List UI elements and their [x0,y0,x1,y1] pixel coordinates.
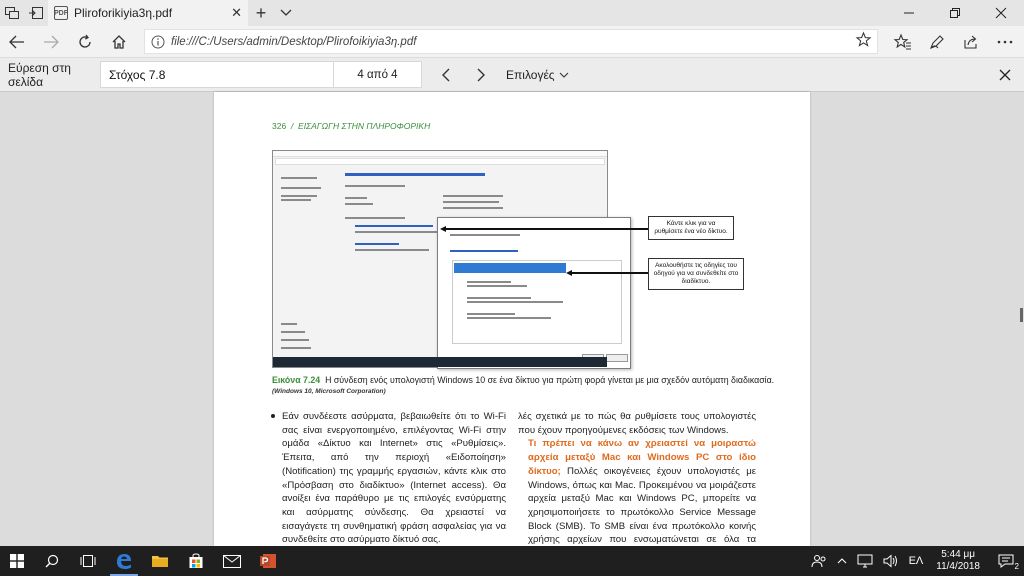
right-column [518,410,756,561]
find-options-label: Επιλογές [506,67,555,82]
figure-titlebar [273,151,607,157]
action-center-button[interactable] [988,546,1024,576]
figure-heading-line [450,250,518,252]
home-icon [111,34,127,50]
figure-link-line [355,225,433,227]
callout-arrow-head [440,226,446,232]
system-tray [806,546,1024,576]
restore-button[interactable] [932,0,978,26]
favorites-hub-button[interactable] [886,26,920,57]
arrow-right-icon [43,35,59,49]
taskbar-store[interactable] [178,546,214,576]
store-icon [188,553,204,569]
figure-text-line [467,313,515,315]
pdf-icon: PDF [54,6,68,20]
figure-caption-text: Η σύνδεση ενός υπολογιστή Windows 10 σε ένα δίκτυο για πρώτη φορά γίνεται με μια σχεδόν αυτόματη διαδικασία. [325,375,775,385]
find-label: Εύρεση στη σελίδα [8,60,71,89]
restore-icon [950,8,960,18]
back-button[interactable] [0,26,34,57]
set-aside-tabs-button[interactable] [24,0,48,26]
notification-icon [998,554,1014,568]
figure-text-line [443,195,503,197]
figure-text-line [281,331,305,333]
tab-title: Pliroforikiyia3η.pdf [74,6,173,20]
figure-text-line [443,201,499,203]
refresh-icon [77,34,93,50]
show-hidden-icons-button[interactable] [832,546,852,576]
page-header [272,121,430,131]
figure-text-line [467,317,551,319]
pen-icon [929,34,945,50]
home-button[interactable] [102,26,136,57]
figure-text-line [345,203,373,205]
figure-text-line [345,185,405,187]
right-column-paragraph: λές σχετικά με το πώς θα ρυθμίσετε τους υπολογιστές που έχουν προηγούμενες εκδόσεις των Windows. [518,411,756,436]
forward-button[interactable] [34,26,68,57]
network-icon [857,554,873,568]
close-tab-icon[interactable]: ✕ [231,5,242,20]
find-options-button[interactable] [506,68,569,82]
chevron-left-icon [441,68,450,82]
star-icon [856,32,871,47]
right-column-section [518,437,756,560]
search-icon [45,554,59,568]
scrollbar-thumb[interactable] [1020,308,1023,322]
chevron-up-icon [837,558,847,564]
folder-icon [151,554,169,568]
edge-icon [115,552,133,570]
left-column-text: Εάν συνδέεστε ασύρματα, βεβαιωθείτε ότι το Wi-Fi σας είναι ενεργοποιημένο, επιλέγοντας Wi-Fi στην ομάδα «Δίκτυο και Internet» στις «Ρυθμίσεις». Έπειτα, από την περιοχή «Ειδοποίηση» (Notification) της γραμμής εργασιών, κάντε κλικ στο «Πρόσβαση στο διαδίκτυο» (Internet access). Θα ανοίξει ένα παράθυρο με τις επιλογές ενσύρματης και ασύρματης σύνδεσης. Θα χρειαστεί να εισαγάγετε τη συνθηματική φράση ασφαλείας για να συνδεθείτε στο ασύρματο δίκτυό σας. [282,411,506,546]
figure-credit: (Windows 10, Microsoft Corporation) [272,388,386,395]
navigation-bar [0,26,1024,57]
figure-caption-label: Εικόνα 7.24 [272,375,321,385]
start-button[interactable] [0,546,34,576]
tab-active[interactable] [48,0,248,26]
minimize-icon [904,8,914,18]
clock-date: 11/4/2018 [936,561,980,572]
mail-icon [223,555,241,568]
language-indicator[interactable]: ΕΛ [908,555,924,567]
tab-preview-button[interactable] [0,0,24,26]
find-count: 4 από 4 [334,61,422,88]
tab-bar [0,0,1024,26]
chevron-down-icon [559,72,569,78]
find-input[interactable]: Στόχος 7.8 [100,61,334,88]
taskbar-edge[interactable] [106,546,142,576]
close-icon [999,69,1011,81]
figure-cancel-button [606,354,628,362]
url-text: file:///C:/Users/admin/Desktop/Plirofoikiyia3η.pdf [171,35,417,48]
figure-text-line [443,207,503,209]
figure-text-line [281,199,311,201]
callout-wizard: Ακολουθήστε τις οδηγίες του οδηγού για να συνδεθείτε στο διαδίκτυο. [648,258,744,290]
find-close-button[interactable] [992,62,1018,88]
figure-text-line [281,187,321,189]
figure-text-line [281,339,309,341]
clock[interactable] [928,549,988,573]
figure-selected-option [454,263,566,273]
callout-arrow-line [570,272,650,274]
figure-heading-line [345,173,485,176]
callout-arrow-line [444,228,650,230]
minimize-button[interactable] [886,0,932,26]
figure-text-line [355,231,447,233]
favorite-star-button[interactable] [856,32,871,52]
find-bar [0,57,1024,92]
taskbar-powerpoint[interactable] [250,546,286,576]
figure-text-line [467,281,511,283]
section-heading: Τι πρέπει να κάνω αν χρειαστεί να μοιραστώ αρχεία μεταξύ Mac και Windows PC στο ίδιο δίκτυο; [528,438,756,477]
figure-addressbar [275,158,605,165]
figure-text-line [467,301,563,303]
bullet [271,414,275,418]
figure-taskbar [273,357,607,367]
powerpoint-icon [259,552,277,570]
more-button[interactable] [988,26,1022,57]
chevron-down-icon [280,9,292,17]
pdf-viewer[interactable] [0,92,1024,546]
speaker-icon [883,554,899,568]
address-bar[interactable] [144,29,878,54]
figure-text-line [355,249,429,251]
windows-taskbar [0,546,1024,576]
figure-text-line [281,347,311,349]
taskbar-file-explorer[interactable] [142,546,178,576]
windows-logo-icon [10,554,24,568]
people-icon [811,554,827,568]
figure-text-line [450,234,520,236]
figure-text-line [467,285,527,287]
volume-button[interactable] [878,546,904,576]
pen-notes-button[interactable] [920,26,954,57]
pdf-page [214,92,810,546]
close-window-button[interactable] [978,0,1024,26]
taskbar-mail[interactable] [214,546,250,576]
refresh-button[interactable] [68,26,102,57]
figure-screenshot [272,150,608,368]
arrow-left-icon [9,35,25,49]
header-title: ΕΙΣΑΓΩΓΗ ΣΤΗΝ ΠΛΗΡΟΦΟΡΙΚΗ [298,121,431,131]
figure-caption [272,375,782,385]
tab-menu-button[interactable] [274,0,298,26]
set-aside-tabs-icon [29,7,43,19]
figure-text-line [281,195,317,197]
info-icon[interactable] [151,35,165,49]
figure-text-line [281,177,317,179]
toolbar-right [886,26,1022,57]
figure-link-line [355,243,399,245]
tab-bar-spacer [298,0,886,26]
search-button[interactable] [34,546,70,576]
callout-new-network: Κάντε κλικ για να ρυθμίσετε ένα νέο δίκτυο. [648,216,734,240]
figure-text-line [467,297,531,299]
share-button[interactable] [954,26,988,57]
people-button[interactable] [806,546,832,576]
figure-text-line [345,197,367,199]
network-button[interactable] [852,546,878,576]
share-icon [963,34,979,50]
tab-preview-icon [5,7,19,19]
favorites-icon [894,34,912,50]
callout-arrow-head [566,270,572,276]
figure-text-line [281,323,297,325]
find-next-button[interactable] [464,61,498,88]
task-view-icon [80,555,96,567]
notification-count: 2 [1014,562,1019,571]
figure-text-line [345,217,405,219]
find-previous-button[interactable] [428,61,462,88]
chevron-right-icon [477,68,486,82]
more-icon [997,40,1013,44]
clock-time: 5:44 μμ [941,549,975,560]
section-text: Πολλές οικογένειες έχουν υπολογιστές με Windows, όπως και Mac. Προκειμένου να μοιράζεστε αρχεία μεταξύ Mac και Windows PC, μπορείτε να χρησιμοποιήσετε το πρωτόκολλο Service Message Block (SMB). Το SMB είναι ένα πρωτόκολλο κοινής χρήσης αρχείων που ενσωματώνεται σε όλα τα [528,465,757,546]
figure-dialog [437,217,631,369]
task-view-button[interactable] [70,546,106,576]
close-icon [996,8,1006,18]
header-separator: / [290,121,294,131]
new-tab-button[interactable]: + [255,2,267,23]
page-number: 326 [272,121,287,131]
